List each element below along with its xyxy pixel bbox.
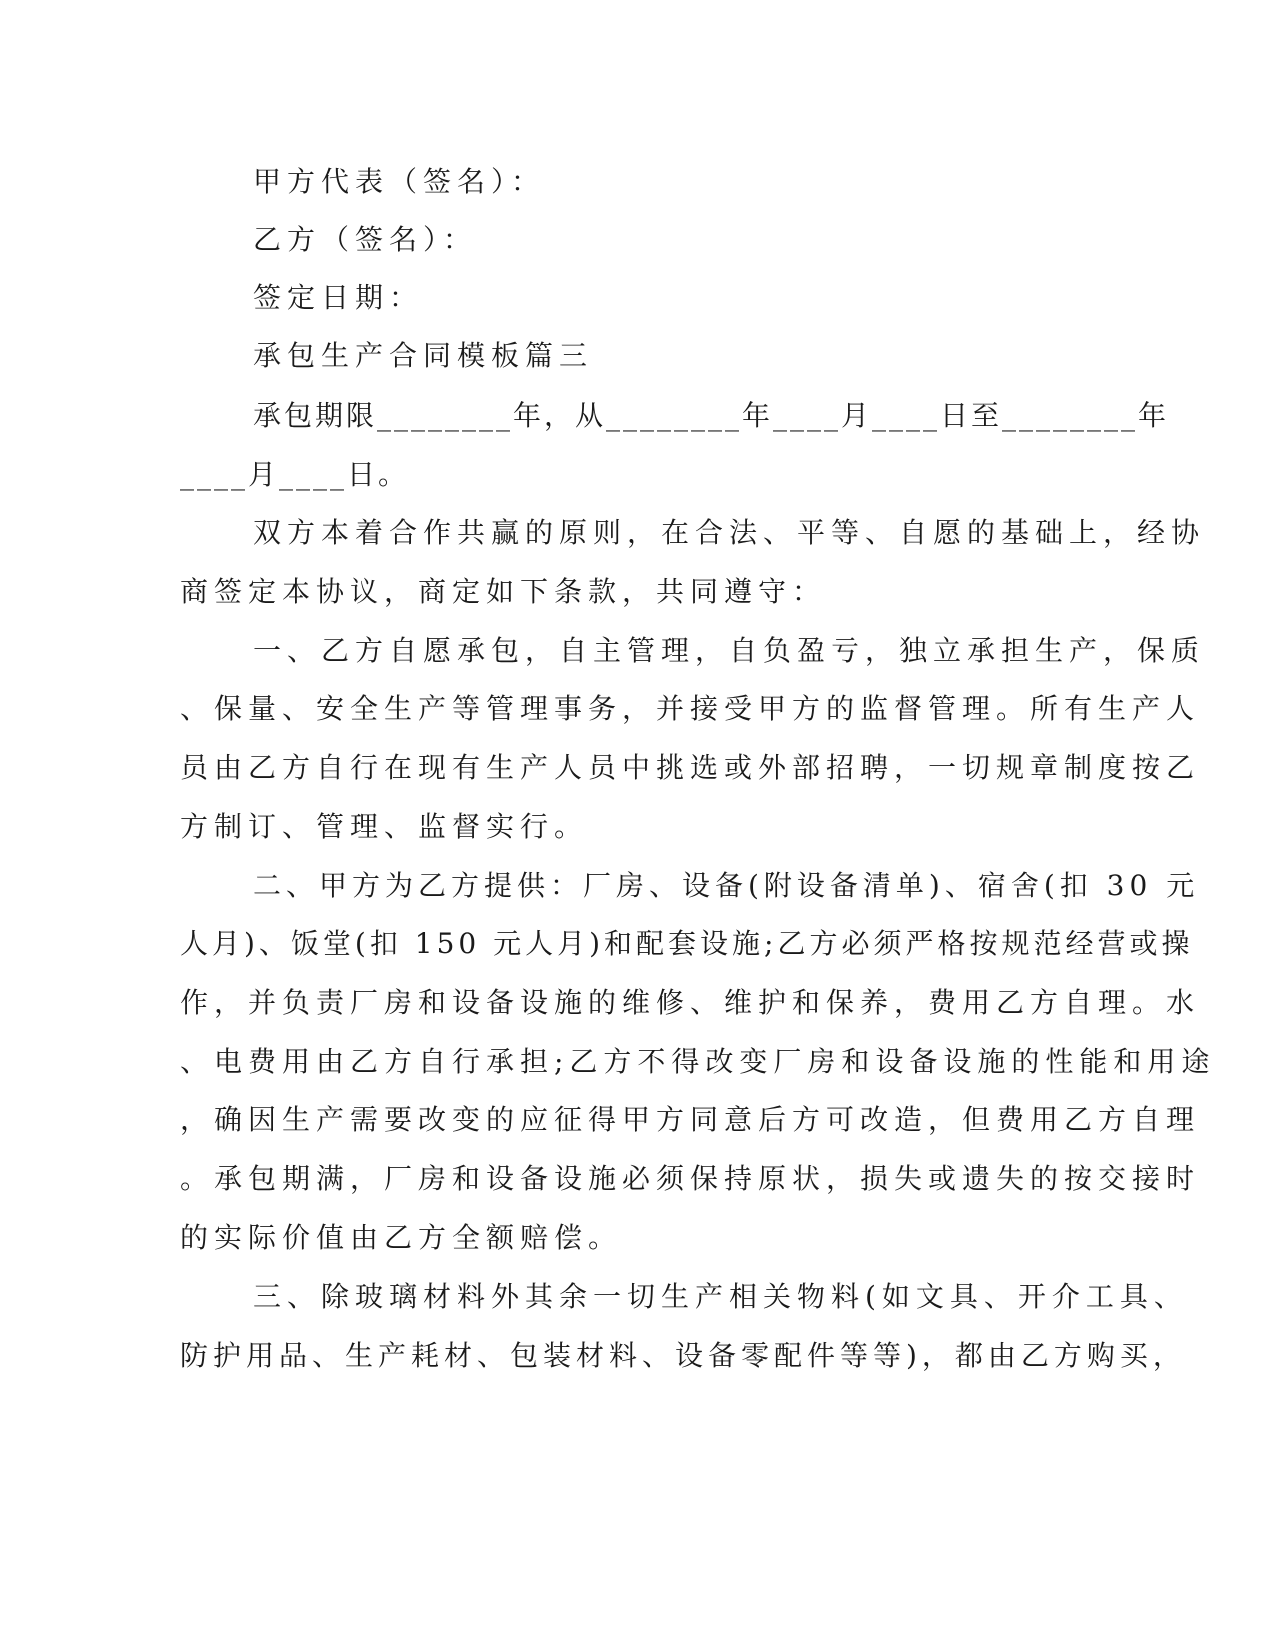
paragraph-line: 的实际价值由乙方全额赔偿。 — [180, 1221, 623, 1254]
paragraph-line: 作，并负责厂房和设备设施的维修、维护和保养，费用乙方自理。水 — [180, 986, 1201, 1019]
paragraph-line: 防护用品、生产耗材、包装材料、设备零配件等等)，都由乙方购买， — [180, 1339, 1186, 1372]
section-heading: 承包生产合同模板篇三 — [253, 339, 594, 372]
paragraph-line: ，确因生产需要改变的应征得甲方同意后方可改造，但费用乙方自理 — [180, 1103, 1201, 1136]
paragraph-line: 人月)、饭堂(扣 150 元人月)和配套设施;乙方必须严格按规范经营或操 — [180, 927, 1194, 960]
paragraph-line: 一、乙方自愿承包，自主管理，自负盈亏，独立承担生产，保质 — [253, 634, 1206, 667]
contract-term-line: 承包期限________年，从________年____月____日至________年 — [253, 399, 1170, 432]
signature-line-party-a: 甲方代表（签名）： — [253, 165, 546, 198]
paragraph-line: 三、除玻璃材料外其余一切生产相关物料(如文具、开介工具、 — [253, 1280, 1188, 1313]
paragraph-line: 、电费用由乙方自行承担;乙方不得改变厂房和设备设施的性能和用途 — [180, 1045, 1216, 1078]
signing-date-line: 签定日期： — [253, 281, 424, 314]
paragraph-line: 二、甲方为乙方提供：厂房、设备(附设备清单)、宿舍(扣 30 元 — [253, 869, 1200, 902]
paragraph-line: 、保量、安全生产等管理事务，并接受甲方的监督管理。所有生产人 — [180, 692, 1201, 725]
paragraph-line: 员由乙方自行在现有生产人员中挑选或外部招聘，一切规章制度按乙 — [180, 751, 1201, 784]
paragraph-line: 方制订、管理、监督实行。 — [180, 810, 589, 843]
signature-line-party-b: 乙方（签名）： — [253, 223, 478, 256]
paragraph-line: 。承包期满，厂房和设备设施必须保持原状，损失或遗失的按交接时 — [180, 1162, 1201, 1195]
contract-term-line: ____月____日。 — [180, 458, 410, 491]
paragraph-line: 商签定本协议，商定如下条款，共同遵守： — [180, 575, 827, 608]
paragraph-line: 双方本着合作共赢的原则，在合法、平等、自愿的基础上，经协 — [253, 516, 1206, 549]
